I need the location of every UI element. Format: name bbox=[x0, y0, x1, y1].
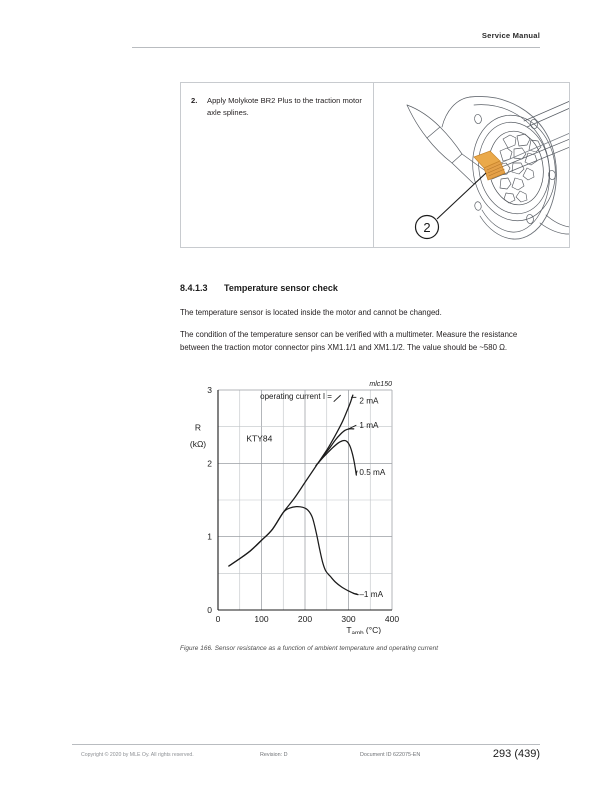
footer-document-id: Document ID 622075-EN bbox=[360, 752, 421, 758]
chart-xtick-label: 0 bbox=[215, 614, 221, 624]
chart-series-leader bbox=[356, 471, 357, 474]
figure-caption: Figure 166. Sensor resistance as a function of ambient temperature and operating current bbox=[180, 645, 439, 652]
chart-series-line bbox=[316, 440, 356, 475]
section-heading bbox=[180, 283, 338, 293]
chart-series-label: –1 mA bbox=[359, 589, 384, 599]
footer-copyright: Copyright © 2020 by MLE Oy. All rights reserved. bbox=[81, 752, 194, 758]
chart-series-label: 0.5 mA bbox=[359, 468, 386, 478]
traction-motor-axle-splines-illustration bbox=[374, 83, 569, 247]
chart-device-label: KTY84 bbox=[246, 433, 273, 444]
chart-ytick-label: 0 bbox=[207, 605, 212, 615]
sensor-resistance-chart bbox=[180, 372, 430, 634]
footer-page-number: 293 (439) bbox=[492, 748, 540, 760]
footer-revision: Revision: D bbox=[260, 752, 288, 758]
page-footer bbox=[72, 748, 540, 768]
chart-annotation-leader bbox=[334, 395, 341, 402]
callout-bubble-label: 2 bbox=[423, 220, 431, 235]
body-paragraph-1: The temperature sensor is located inside the motor and cannot be changed. bbox=[180, 308, 442, 317]
instruction-step-text-cell bbox=[181, 83, 374, 247]
chart-y-axis-title: R bbox=[194, 422, 202, 433]
instruction-step-image-cell bbox=[374, 83, 569, 247]
section-title: Temperature sensor check bbox=[224, 283, 338, 293]
chart-ytick-label: 1 bbox=[207, 531, 212, 542]
chart-xtick-label: 400 bbox=[384, 614, 400, 624]
chart-annotation-operating-current: operating current I = bbox=[260, 391, 332, 401]
chart-xtick-label: 300 bbox=[341, 614, 356, 624]
section-number: 8.4.1.3 bbox=[180, 283, 208, 293]
chart-ytick-label: 3 bbox=[207, 385, 212, 395]
footer-divider bbox=[72, 744, 540, 745]
chart-x-axis-title: $T_{amb}$ (°C) bbox=[346, 625, 382, 634]
chart-series-label: 2 mA bbox=[359, 396, 379, 406]
chart-y-axis-unit: (kΩ) bbox=[189, 439, 207, 450]
instruction-step-table bbox=[180, 82, 570, 248]
chart-series-line bbox=[229, 395, 353, 566]
step-number: 2. bbox=[191, 96, 198, 105]
step-instruction-text: Apply Molykote BR2 Plus to the traction motor axle splines. bbox=[207, 96, 362, 117]
chart-xtick-label: 200 bbox=[297, 614, 313, 624]
body-paragraph-2: The condition of the temperature sensor can be verified with a multimeter. Measure the resistance between the traction motor connector pins XM1.1/1 and XM1.1/2. The value should be ~580 Ω. bbox=[180, 330, 518, 352]
chart-series-line bbox=[229, 507, 358, 595]
header-divider bbox=[132, 47, 540, 48]
page-header-title: Service Manual bbox=[481, 31, 540, 40]
chart-ytick-label: 2 bbox=[207, 458, 212, 469]
chart-xtick-label: 100 bbox=[254, 614, 269, 624]
chart-corner-label: mlc150 bbox=[369, 381, 392, 388]
figure-chart-container bbox=[180, 372, 430, 634]
chart-series-label: 1 mA bbox=[359, 421, 379, 431]
